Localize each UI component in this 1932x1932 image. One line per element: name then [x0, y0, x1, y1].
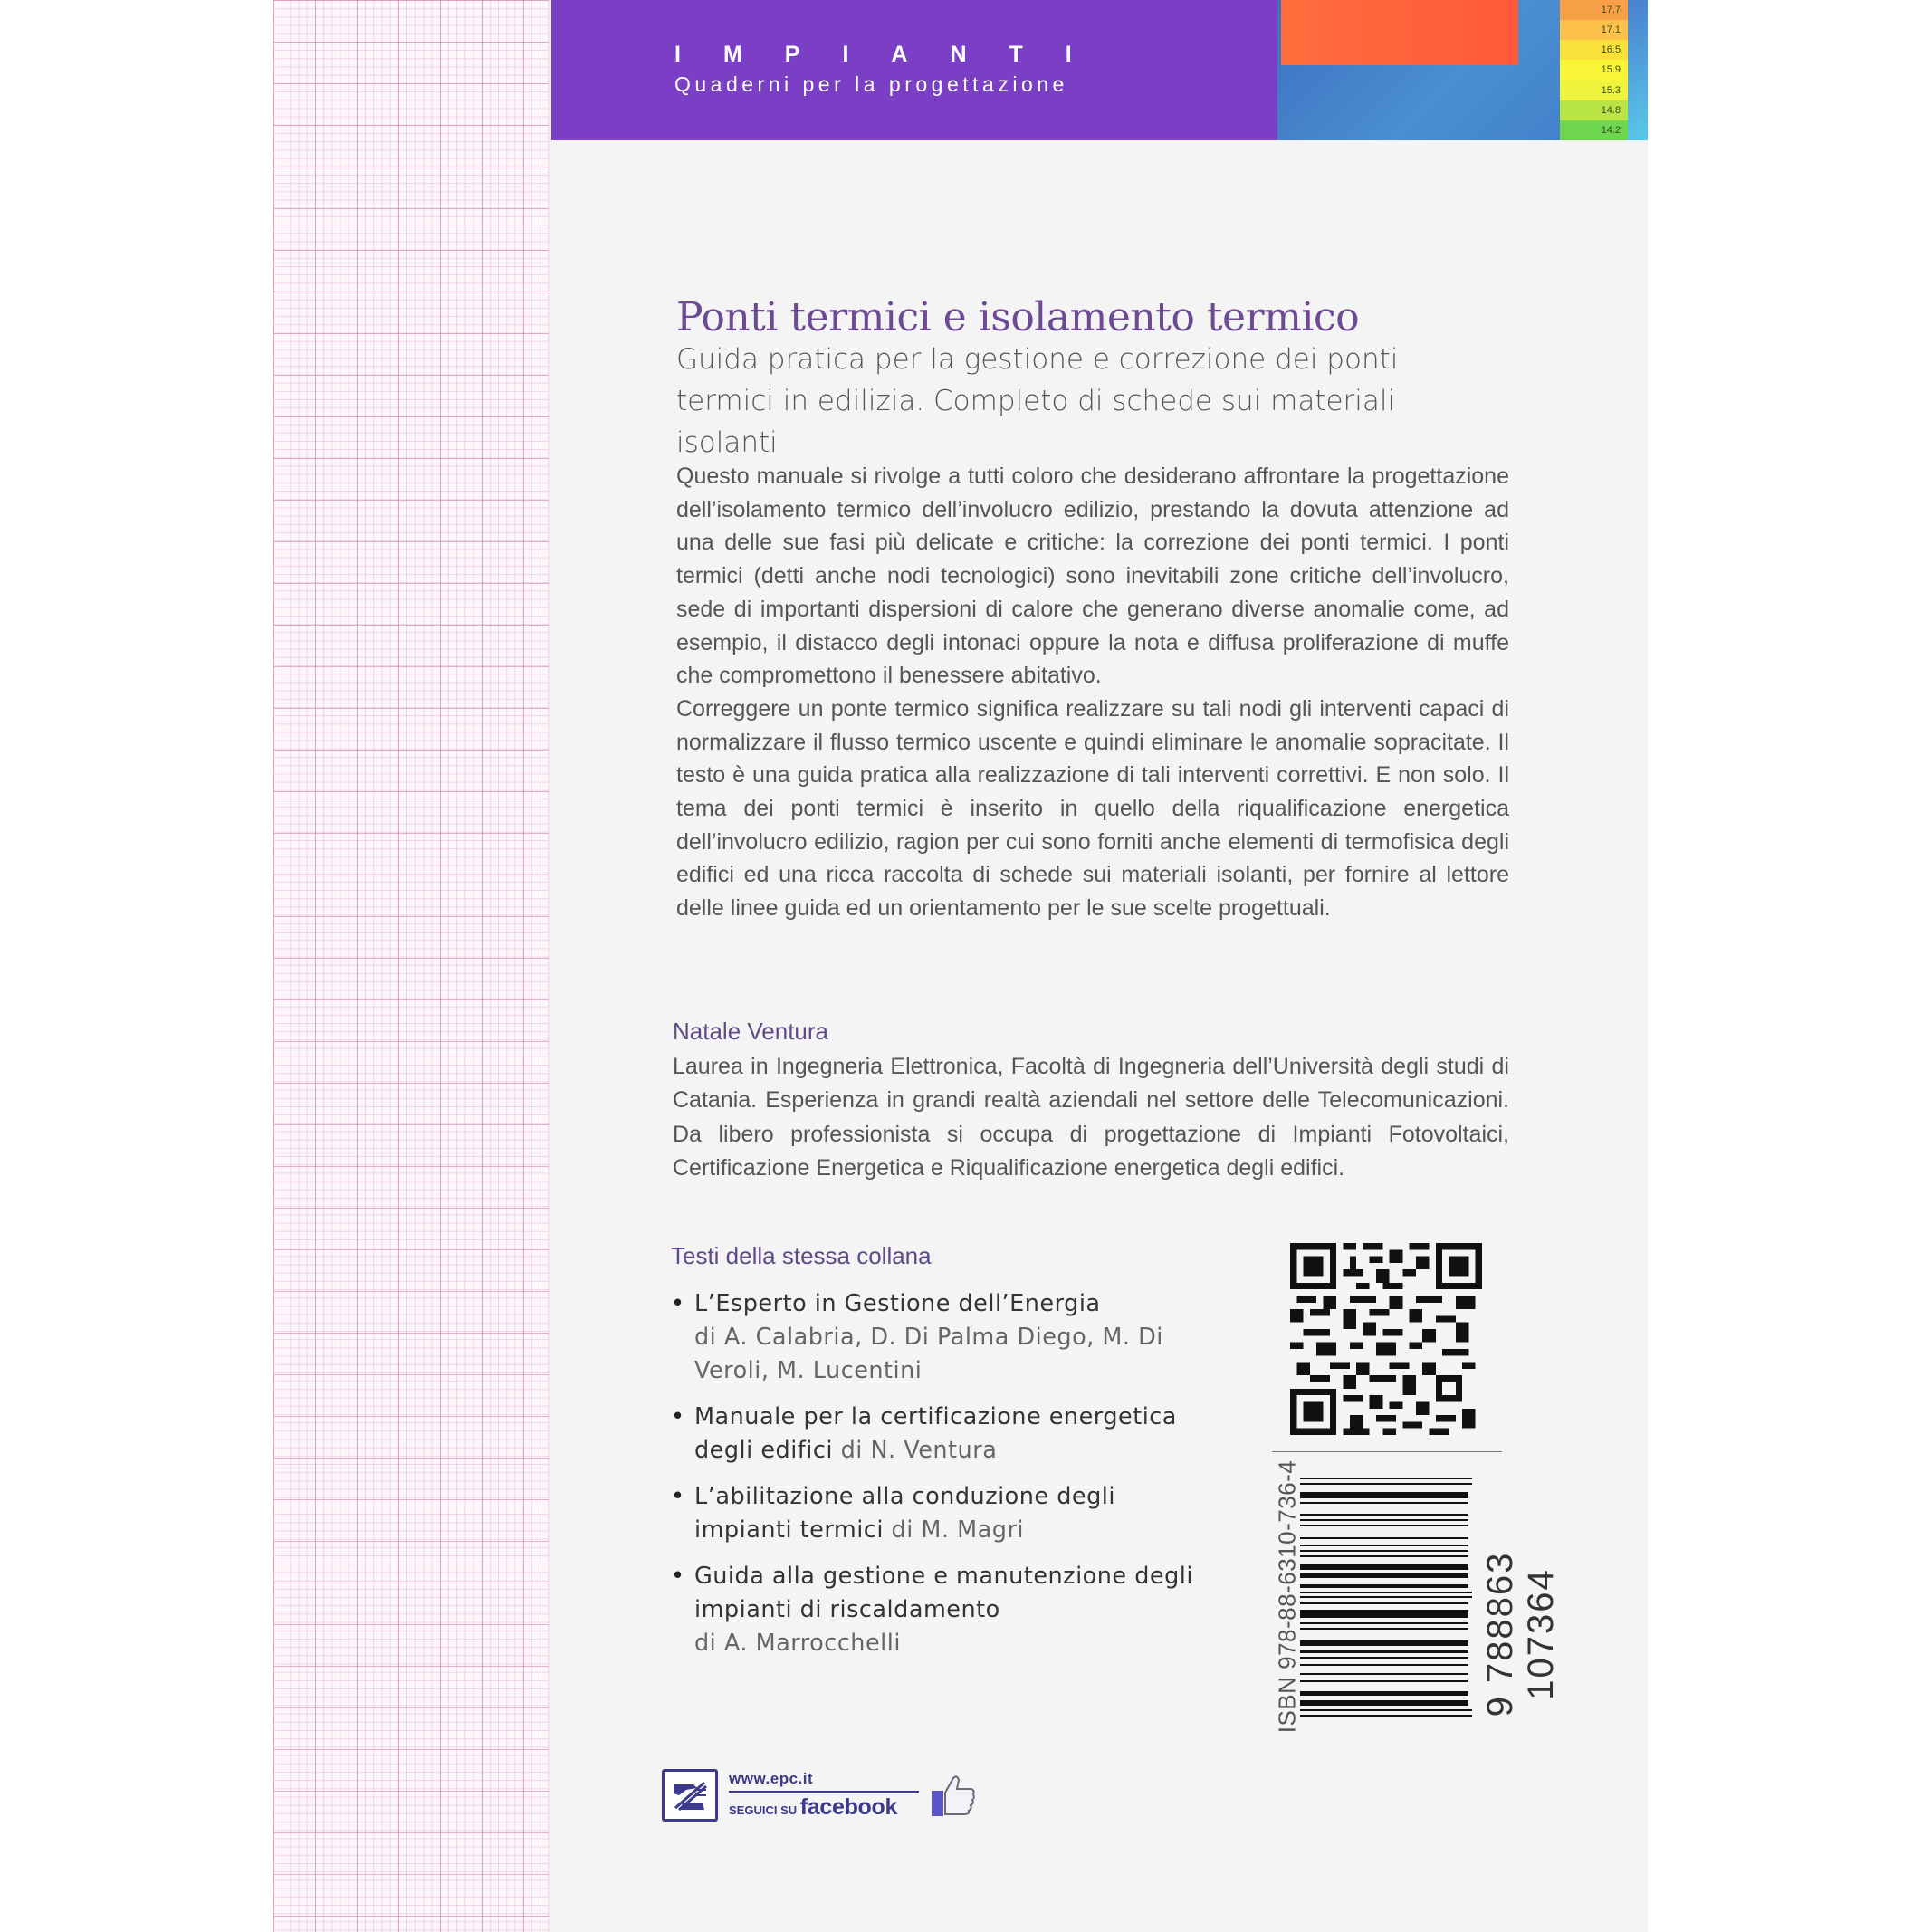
- scale-value: 17.1: [1560, 20, 1628, 40]
- thumbs-up-icon[interactable]: [930, 1773, 977, 1818]
- related-books-heading: Testi della stessa collana: [671, 1242, 932, 1269]
- related-book-title: Guida alla gestione e manutenzione degli impianti di riscaldamento: [694, 1563, 1193, 1623]
- related-book-authors: di N. Ventura: [840, 1437, 998, 1464]
- related-books-list: [671, 1287, 1214, 1673]
- facebook-wordmark: facebook: [799, 1794, 898, 1820]
- author-name: Natale Ventura: [673, 1018, 829, 1045]
- thermal-edge: [1628, 0, 1648, 140]
- bullet-icon: •: [671, 1290, 685, 1317]
- thermal-hot-region: [1281, 0, 1518, 65]
- epc-logo-icon: [670, 1777, 710, 1813]
- bullet-icon: •: [671, 1403, 685, 1430]
- related-book-authors: di A. Calabria, D. Di Palma Diego, M. Di Veroli, M. Lucentini: [694, 1324, 1163, 1384]
- series-subtitle: Quaderni per la progettazione: [674, 72, 1068, 96]
- publisher-block: [662, 1768, 977, 1822]
- scale-value: 17.7: [1560, 0, 1628, 20]
- thermal-color-scale: [1560, 0, 1628, 140]
- thermal-image: [1277, 0, 1648, 140]
- graph-paper-strip: [273, 0, 549, 1932]
- ean-number: 9 788863 107364: [1480, 1551, 1561, 1717]
- related-book-title: L’abilitazione alla conduzione degli impianti termici: [694, 1483, 1115, 1544]
- related-book-authors: di A. Marrocchelli: [694, 1630, 901, 1657]
- description-paragraph: Questo manuale si rivolge a tutti coloro che desiderano affrontare la progettazione dell’isolamento termico dell’involucro edilizio, prestando la dovuta attenzione ad una delle sue fasi più delicate e critiche: la correzione dei ponti termici. I ponti termici (detti anche nodi tecnologici) sono inevitabili zone critiche dell’involucro, sede di importanti dispersioni di calore che generano diverse anomalie come, ad esempio, il distacco degli intonaci oppure la nota e diffusa proliferazione di muffe che compromettono il benessere abitativo.: [676, 464, 1509, 689]
- publisher-url[interactable]: www.epc.it: [729, 1770, 919, 1793]
- related-book-title: L’Esperto in Gestione dell’Energia: [694, 1290, 1101, 1317]
- publisher-logo[interactable]: [662, 1769, 718, 1822]
- follow-prefix: SEGUICI SU: [729, 1803, 798, 1817]
- related-book-authors: di M. Magri: [891, 1516, 1025, 1544]
- scale-value: 16.5: [1560, 40, 1628, 60]
- author-bio: Laurea in Ingegneria Elettronica, Facoltà di Ingegneria dell’Università degli studi di Catania. Esperienza in grandi realtà aziendali nel settore delle Telecomunicazioni. Da libero professionista si occupa di progettazione di Impianti Fotovoltaici, Certificazione Energetica e Riqualificazione energetica degli edifici.: [673, 1054, 1509, 1181]
- scale-value: 15.9: [1560, 60, 1628, 80]
- divider: [1272, 1451, 1502, 1452]
- book-title: Ponti termici e isolamento termico: [676, 294, 1360, 341]
- series-title: IMPIANTI: [674, 42, 1114, 67]
- qr-code[interactable]: [1290, 1243, 1482, 1435]
- related-book-title: Manuale per la certificazione energetica degli edifici: [694, 1403, 1177, 1464]
- list-item: [671, 1287, 1214, 1388]
- scale-value: 15.3: [1560, 81, 1628, 100]
- series-band: [551, 0, 1648, 140]
- list-item: [671, 1401, 1214, 1468]
- book-subtitle: Guida pratica per la gestione e correzione dei ponti termici in edilizia. Completo di schede sui materiali isolanti: [676, 343, 1399, 459]
- facebook-follow[interactable]: [729, 1794, 919, 1821]
- book-back-cover: [549, 0, 1648, 1932]
- bullet-icon: •: [671, 1483, 685, 1510]
- publisher-links: [729, 1770, 919, 1821]
- list-item: [671, 1480, 1214, 1547]
- list-item: [671, 1560, 1214, 1660]
- scale-value: 14.2: [1560, 120, 1628, 140]
- description-paragraph: Correggere un ponte termico significa realizzare su tali nodi gli interventi capaci di normalizzare il flusso termico uscente e quindi eliminare le anomalie sopracitate. Il testo è una guida pratica alla realizzazione di tali interventi correttivi. E non solo. Il tema dei ponti termici è inserito in quello della riqualificazione energetica dell’involucro edilizio, ragion per cui sono forniti anche elementi di termofisica degli edifici ed una ricca raccolta di schede sui materiali isolanti, per fornire al lettore delle linee guida ed un orientamento per le sue scelte progettuali.: [676, 695, 1509, 922]
- barcode-icon: [1300, 1478, 1472, 1722]
- isbn-barcode: [1267, 1459, 1561, 1756]
- isbn-label: ISBN 978-88-6310-736-4: [1273, 1459, 1301, 1734]
- bullet-icon: •: [671, 1563, 685, 1590]
- scale-value: 14.8: [1560, 100, 1628, 120]
- book-description: [676, 460, 1509, 925]
